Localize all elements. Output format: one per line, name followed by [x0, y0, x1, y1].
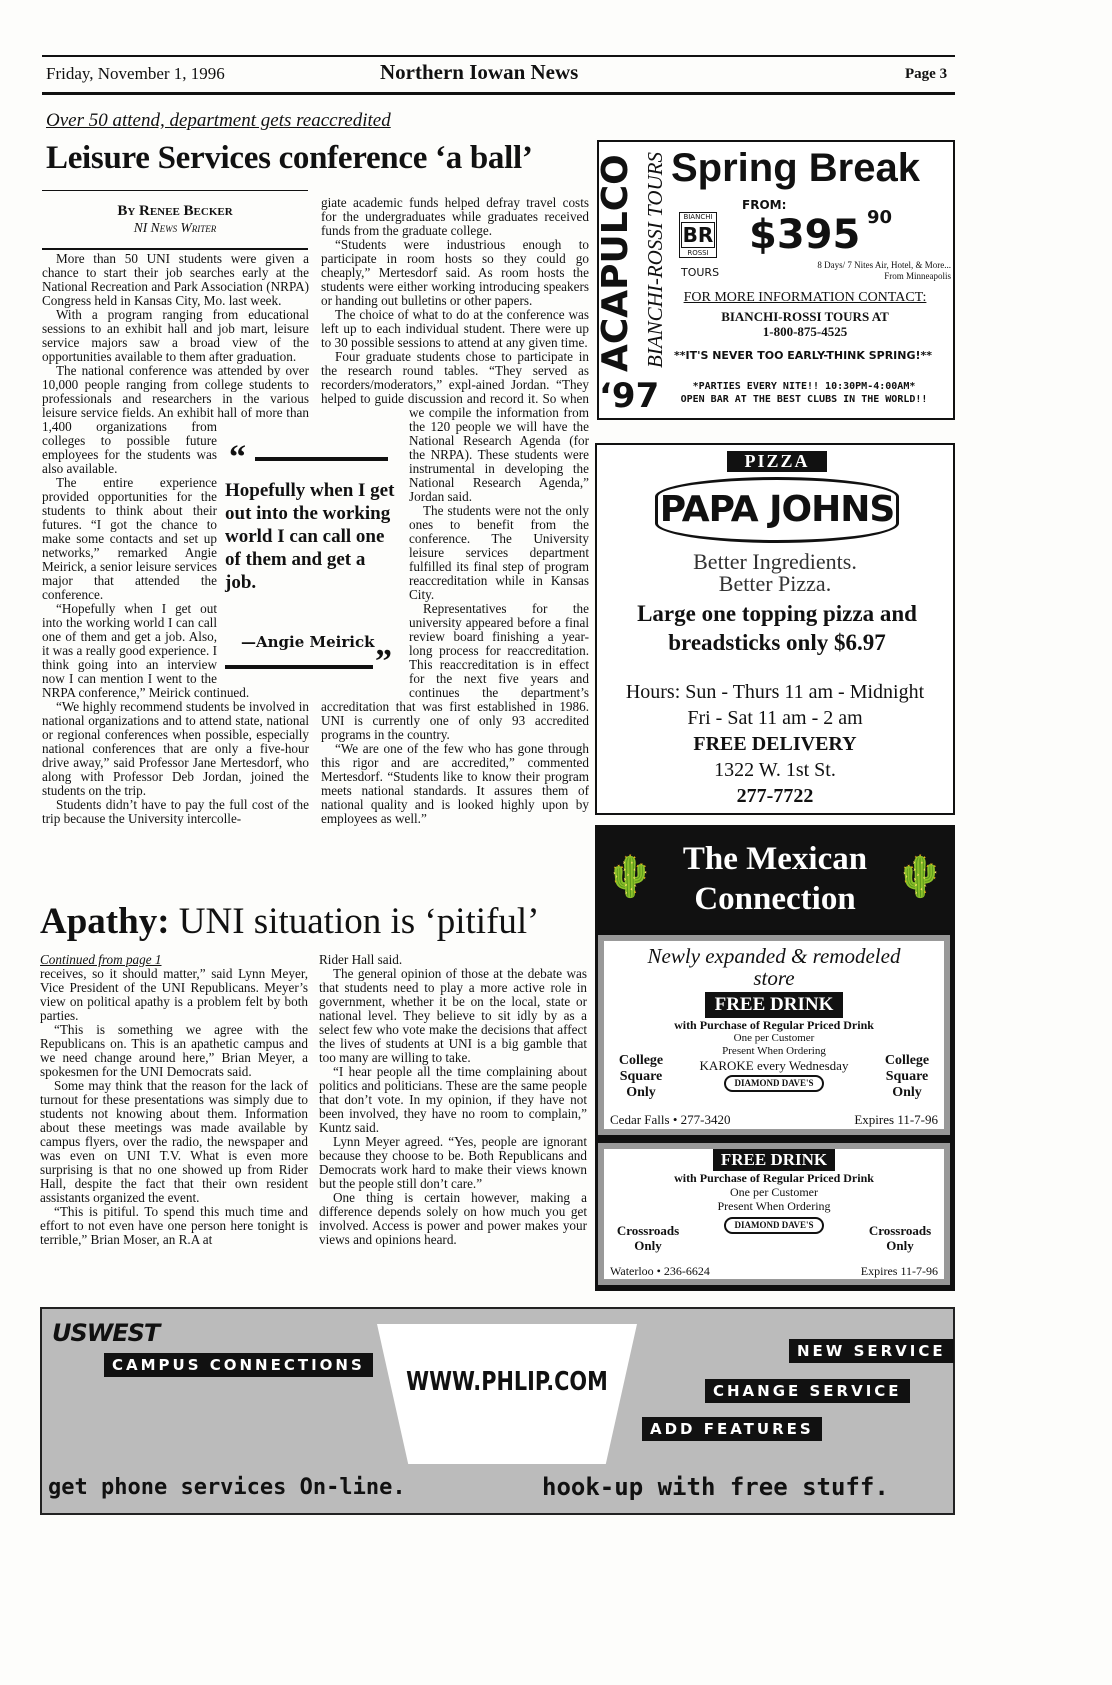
logo-tours: TOURS: [681, 266, 720, 279]
delivery: FREE DELIVERY: [693, 733, 857, 755]
paragraph: “Students were industrious enough to participate in room hosts so they could go cheaply,” Mertesdorf said. As room hosts the students were either working introducing speakers or handing out bulletins or other papers.: [321, 237, 589, 308]
paragraph: “I hear people all the time complaining about politics and politicians. These are the same people that don’t vote. In my opinion, if they have not been involved, they have no room to complain,” Kuntz said.: [319, 1064, 587, 1135]
paragraph: The entire experience provided opportunities for the students to think about their futures. “I got the chance to make some contacts and set up networks,” remarked Angie Meirick, a senior leisure services major that attended the conference.: [42, 475, 217, 602]
papa-johns-ad: [595, 443, 955, 815]
paper-name: Northern Iowan News: [380, 60, 579, 84]
parties: [655, 380, 953, 406]
top-rule: [42, 55, 955, 57]
phone: 1-800-875-4525: [762, 324, 848, 339]
apathy-column-1: [40, 953, 308, 1247]
article-kicker: Over 50 attend, department gets reaccredited: [46, 110, 391, 131]
trip-details: 8 Days/ 7 Nites Air, Hotel, & More... From Minneapolis: [817, 260, 951, 281]
paragraph: “We are one of the few who has gone through this rigor and are accredited,” commented Mertesdorf. “Students like to know their program meets national standards. It assures them of national quality and is looked highly upon by employees as well.”: [321, 741, 589, 826]
location-right: Crossroads Only: [868, 1223, 932, 1253]
one-per: One per Customer: [733, 1032, 815, 1044]
present: Present When Ordering: [717, 1199, 831, 1213]
phlip-url[interactable]: WWW.PHLIP.COM: [406, 1367, 608, 1397]
pull-quote-text: Hopefully when I get out into the working world I can call one of them and get a job.: [225, 480, 395, 593]
logo-mid: BR: [682, 223, 714, 247]
paragraph: Some may think that the reason for the lack of turnout for these presentations was simply due to students not knowing about them. Information about these meetings was made available by campus flyers, over the radio, the newspaper and was even on UNI T.V. What is even more surprising is that no one showed up from Rider Hall, despite the fact that their own resident assistants organized the event.: [40, 1078, 308, 1205]
open-quote-icon: “: [229, 439, 246, 476]
byline: [42, 203, 308, 236]
paragraph: One thing is certain however, making a difference depends solely on how much you get involved. Access is power and power makes your views and opinions heard.: [319, 1190, 587, 1247]
paragraph: The general opinion of those at the debate was that students need to play a more active role in government, whether it be on the local, state or national level. They believe to sit idly by as a select few who vote make the decisions that affect the lives of students at UNI is a big gamble that too many are willing to take.: [319, 966, 587, 1065]
add-features: ADD FEATURES: [642, 1417, 822, 1441]
price-cents: 90: [867, 207, 893, 228]
spring-break-title: Spring Break: [671, 146, 920, 190]
coupon-cedar-falls[interactable]: [598, 935, 950, 1135]
mexican-connection-ad: [595, 825, 955, 1291]
spring-break-ad: [597, 140, 955, 420]
with-purchase: with Purchase of Regular Priced Drink: [674, 1018, 874, 1032]
paragraph: More than 50 UNI students were given a chance to start their job searches early at the National Recreation and Park Association (NRPA) Congress held in Kansas City, Mo. last week.: [42, 251, 309, 308]
logo-bot: ROSSI: [687, 249, 709, 257]
paragraph: “Hopefully when I get out into the working world I can call one of them and get a job. Also, it was a really good experience. I think going into an interview now I can mention I went to the NRPA conference,” Meirick continued.: [42, 601, 250, 700]
uswest-logo: USWEST: [52, 1319, 160, 1347]
openbar-line: OPEN BAR AT THE BEST CLUBS IN THE WORLD!!: [680, 394, 928, 405]
article-headline: Leisure Services conference ‘a ball’: [46, 140, 533, 176]
campus-connections: CAMPUS CONNECTIONS: [104, 1353, 373, 1377]
paragraph: Rider Hall said.: [319, 952, 403, 967]
paragraph: Lynn Meyer agreed. “Yes, people are ignorant because they choose to be. Both Republicans and Democrats work hard to make their views known but the people still don’t care.”: [319, 1134, 587, 1191]
present: Present When Ordering: [722, 1045, 826, 1057]
cactus-icon: 🌵: [605, 854, 655, 899]
apathy-column-2: [319, 953, 587, 1247]
free-drink: FREE DRINK: [705, 992, 844, 1018]
pq-rule-bottom: [225, 665, 373, 669]
slogan: **IT'S NEVER TOO EARLY-THINK SPRING!**: [673, 349, 933, 362]
info-line: FOR MORE INFORMATION CONTACT:: [683, 290, 927, 305]
byline-rule: [42, 190, 308, 191]
bottom-slogan-1: get phone services On-line.: [48, 1475, 406, 1500]
paragraph: The students were not the only ones to benefit from the conference. The University leisure services department fulfilled its final step of program reaccreditation while in Kansas City.: [409, 503, 589, 602]
location-phone: Waterloo • 236-6624: [610, 1264, 710, 1278]
bottom-slogan-2: hook-up with free stuff.: [542, 1473, 889, 1501]
phone: 277-7722: [736, 785, 814, 807]
diamond-daves-logo: DIAMOND DAVE'S: [724, 1075, 823, 1092]
new-service: NEW SERVICE: [789, 1339, 954, 1363]
price: $395: [749, 212, 861, 258]
one-per: One per Customer: [730, 1185, 818, 1199]
paragraph: With a program ranging from educational sessions to an exhibit hall and job mart, leisure service majors saw a broad view of the opportunities available to them after graduation.: [42, 307, 309, 364]
paragraph: The choice of what to do at the conference was left up to each individual student. There were up to 30 possible sessions to attend at any given time.: [321, 307, 589, 350]
paragraph: receives, so it should matter,” said Lynn Meyer, Vice President of the UNI Republicans. Meyer’s view on political apathy is a problem felt by both parties.: [40, 966, 308, 1023]
paragraph: “This is pitiful. To spend this much time and effort to not even have one person here tonight is terrible,” Brian Moser, an R.A at: [40, 1204, 308, 1247]
paragraph: Students didn’t have to pay the full cost of the trip because the University intercolle-: [42, 797, 309, 826]
pull-quote-attribution: —Angie Meirick: [241, 633, 375, 651]
diamond-daves-logo: DIAMOND DAVE'S: [724, 1217, 823, 1234]
bianchi-rossi-logo: [679, 212, 717, 258]
pizza-banner: PIZZA: [727, 451, 827, 472]
pq-rule-top: [255, 457, 388, 461]
acapulco-text: ACAPULCO: [595, 154, 636, 372]
from-label: FROM:: [742, 198, 787, 212]
author-name: By Renee Becker: [117, 203, 233, 219]
issue-date: Friday, November 1, 1996: [46, 64, 225, 83]
tagline: [597, 551, 953, 595]
contact: [659, 309, 951, 339]
bianchi-vertical: BIANCHI-ROSSI TOURS: [643, 151, 667, 368]
continued-link[interactable]: Continued from page 1: [40, 952, 162, 967]
coupon-waterloo[interactable]: [598, 1143, 950, 1285]
author-role: NI News Writer: [133, 220, 217, 235]
close-quote-icon: ”: [375, 643, 392, 680]
headline-bold: Apathy:: [40, 901, 170, 942]
location-phone: Cedar Falls • 277-3420: [610, 1112, 731, 1127]
address: 1322 W. 1st St.: [714, 759, 836, 781]
karoke: KAROKE every Wednesday: [699, 1058, 849, 1073]
paragraph: Four graduate students chose to participate in the research round tables. “They served as recorders/moderators,” expl-ained Jordan. “They helped to guide discussion and record it. So when we compile the information from the 120 people we will have the National Research Agenda (for the NRPA). These students were instrumental in developing the National Research Agenda,” Jordan said.: [321, 349, 589, 504]
paragraph: “We highly recommend students be involved in national organizations and to attend state, national or regional conferences when possible, especially national conferences that are only a five-hour drive away,” said Professor Jane Mertesdorf, who along with Professor Deb Jordan, joined the students on the trip.: [42, 699, 309, 798]
company: BIANCHI-ROSSI TOURS AT: [721, 309, 889, 324]
papa-johns-logo: PAPA JOHNS: [655, 477, 899, 543]
expires: Expires 11-7-96: [860, 1264, 938, 1278]
paragraph: giate academic funds helped defray travel costs for the undergraduates while graduates received funds from the graduate college.: [321, 195, 589, 238]
parties-line: *PARTIES EVERY NITE!! 10:30PM-4:00AM*: [692, 381, 916, 392]
tagline-1: Better Ingredients.: [693, 549, 857, 574]
tagline-2: Better Pizza.: [718, 571, 832, 596]
store-info: [597, 679, 953, 809]
byline-rule-bottom: [42, 248, 308, 250]
uswest-ad: [40, 1307, 955, 1515]
logo-top: BIANCHI: [683, 213, 713, 221]
location-right: College Square Only: [884, 1053, 930, 1100]
with-purchase: with Purchase of Regular Priced Drink: [674, 1171, 874, 1185]
expires: Expires 11-7-96: [854, 1112, 938, 1127]
cactus-icon-right: 🌵: [895, 854, 945, 899]
paragraph: “This is something we agree with the Republicans on. This is an apathetic campus and we need change around here,” Brian Meyer, a spokesmen for the UNI Democrats said.: [40, 1022, 308, 1079]
paragraph: Representatives for the university appeared before a final review board finishing a year-long process for reaccreditation. This reaccreditation is in effect for the next five years and continues the department’s accreditation that was first established in 1986. UNI is currently one of only 93 accredited programs in the country.: [321, 601, 589, 742]
apathy-headline: [40, 900, 540, 943]
change-service: CHANGE SERVICE: [705, 1379, 910, 1403]
location-left: Crossroads Only: [616, 1223, 680, 1253]
free-drink: FREE DRINK: [713, 1149, 835, 1171]
location-left: College Square Only: [618, 1053, 664, 1100]
hours-1: Hours: Sun - Thurs 11 am - Midnight: [625, 681, 925, 703]
pull-quote: [225, 439, 395, 680]
masthead-rule: [42, 92, 955, 95]
offer: Large one topping pizza and breadsticks only $6.97: [637, 601, 917, 655]
hours-2: Fri - Sat 11 am - 2 am: [687, 707, 863, 729]
coupon-headline: Newly expanded & remodeled store: [647, 944, 901, 990]
paragraph: The national conference was attended by over 10,000 people ranging from college students to professionals and researchers in the various leisure service fields. An exhibit hall of more than 1,400 organizations from colleges to possible future employees for the students was also available.: [42, 363, 309, 476]
mexican-title: The Mexican Connection: [682, 841, 868, 917]
page-number: Page 3: [905, 66, 948, 82]
headline-rest: UNI situation is ‘pitiful’: [169, 901, 540, 942]
year-97: ‘97: [599, 376, 660, 416]
